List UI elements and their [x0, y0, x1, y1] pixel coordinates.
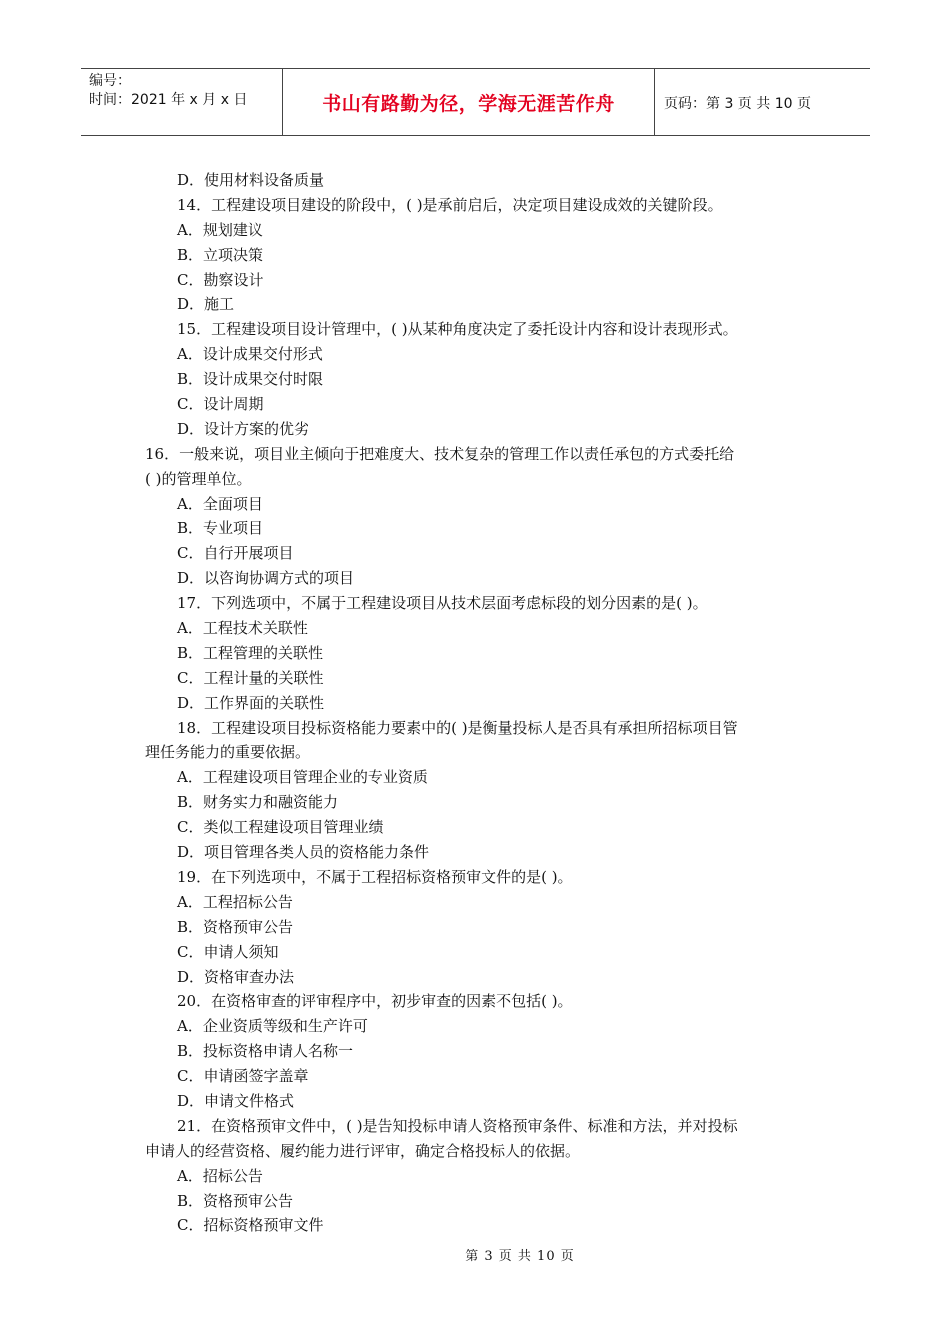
answer-option: C．申请人须知	[177, 942, 279, 961]
answer-option: C．招标资格预审文件	[177, 1216, 324, 1235]
header-page-number: 页码：第 3 页 共 10 页	[664, 96, 811, 112]
answer-option: B．资格预审公告	[177, 1191, 294, 1210]
document-body	[145, 168, 810, 1238]
answer-option: A．工程技术关联性	[177, 619, 308, 638]
header-motto: 书山有路勤为径，学海无涯苦作舟	[283, 69, 655, 135]
answer-option: D．工作界面的关联性	[177, 693, 325, 712]
answer-option: A．全面项目	[177, 494, 263, 513]
question-line: 14．工程建设项目建设的阶段中，( )是承前启后，决定项目建设成效的关键阶段。	[177, 195, 723, 214]
answer-option: B．设计成果交付时限	[177, 370, 324, 389]
question-continuation: 理任务能力的重要依据。	[145, 743, 311, 762]
question-continuation: 16．一般来说，项目业主倾向于把难度大、技术复杂的管理工作以责任承包的方式委托给	[145, 444, 735, 463]
answer-option: B．财务实力和融资能力	[177, 793, 339, 812]
answer-option: C．类似工程建设项目管理业绩	[177, 818, 384, 837]
question-continuation: 申请人的经营资格、履约能力进行评审，确定合格投标人的依据。	[145, 1141, 581, 1160]
question-line: 19．在下列选项中，不属于工程招标资格预审文件的是( )。	[177, 867, 573, 886]
question-line: 15．工程建设项目设计管理中，( )从某种角度决定了委托设计内容和设计表现形式。	[177, 320, 738, 339]
answer-option: A．工程建设项目管理企业的专业资质	[177, 768, 428, 787]
answer-option: B．工程管理的关联性	[177, 643, 324, 662]
page-footer: 第 3 页 共 10 页	[465, 1249, 575, 1264]
answer-option: A．工程招标公告	[177, 892, 293, 911]
answer-option: B．立项决策	[177, 245, 264, 264]
question-continuation: ( )的管理单位。	[145, 469, 252, 488]
answer-option: A．企业资质等级和生产许可	[177, 1017, 368, 1036]
answer-option: C．设计周期	[177, 395, 264, 414]
answer-option: A．招标公告	[177, 1166, 263, 1185]
answer-option: C．勘察设计	[177, 270, 264, 289]
answer-option: B．投标资格申请人名称一	[177, 1042, 354, 1061]
answer-option: A．规划建议	[177, 220, 263, 239]
answer-option: B．专业项目	[177, 519, 264, 538]
answer-option: D．使用材料设备质量	[177, 171, 325, 189]
answer-option: D．设计方案的优劣	[177, 419, 310, 438]
answer-option: D．申请文件格式	[177, 1091, 295, 1110]
answer-option: D．项目管理各类人员的资格能力条件	[177, 843, 430, 862]
answer-option: B．资格预审公告	[177, 917, 294, 936]
page-header	[81, 68, 870, 136]
header-info-cell	[81, 69, 283, 135]
answer-option: C．申请函签字盖章	[177, 1067, 309, 1086]
serial-number-label: 编号：	[89, 73, 131, 89]
answer-option: C．工程计量的关联性	[177, 668, 324, 687]
answer-option: C．自行开展项目	[177, 544, 294, 563]
date-label: 时间：2021 年 x 月 x 日	[89, 92, 248, 108]
question-line: 20．在资格审查的评审程序中，初步审查的因素不包括( )。	[177, 992, 573, 1011]
answer-option: A．设计成果交付形式	[177, 345, 323, 364]
answer-option: D．施工	[177, 295, 235, 314]
question-line: 18．工程建设项目投标资格能力要素中的( )是衡量投标人是否具有承担所招标项目管	[177, 718, 738, 737]
question-line: 17．下列选项中，不属于工程建设项目从技术层面考虑标段的划分因素的是( )。	[177, 594, 708, 613]
answer-option: D．资格审查办法	[177, 967, 295, 986]
answer-option: D．以咨询协调方式的项目	[177, 569, 355, 588]
question-line: 21．在资格预审文件中，( )是告知投标申请人资格预审条件、标准和方法，并对投标	[177, 1116, 738, 1135]
